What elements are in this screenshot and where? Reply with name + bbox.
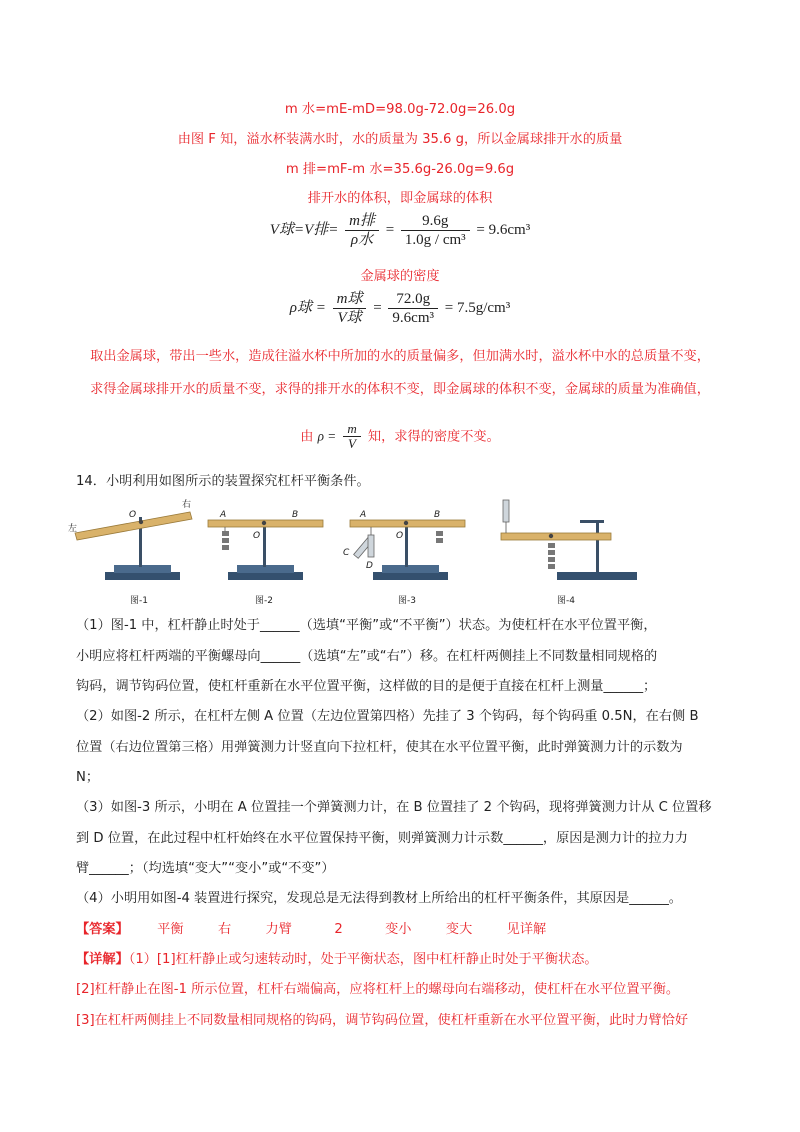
density-formula: ρ球 = $\frac{\text{m球}}{\text{V球}}$ = $\frac{72.0g}{\text{9.6cm³}}$ = 7.5g/cm³: [289, 291, 511, 326]
fig1-label-right: 右: [182, 500, 192, 510]
rho-symbol: ρ =: [317, 428, 337, 444]
fig2-label-b: B: [292, 510, 299, 520]
density-frac2-num: 72.0g: [388, 290, 438, 309]
volume-frac1-den: ρ水: [350, 232, 374, 248]
answer-item: 见详解: [506, 922, 547, 937]
volume-heading: 排开水的体积，即金属球的体积: [307, 191, 493, 206]
sub3-line1: （3）如图-3 所示，小明在 A 位置挂一个弹簧测力计，在 B 位置挂了 2 个钩码，现将弹簧测力计从 C 位置移: [76, 800, 712, 815]
density-frac1: [333, 290, 367, 327]
para1-line2: 求得金属球排开水的质量不变，求得的排开水的体积不变，即金属球的体积不变，金属球的质量为准确值，: [90, 382, 710, 397]
mpai-formula: m 排=mF-m 水=35.6g-26.0g=9.6g: [285, 162, 515, 177]
density-lhs: ρ球 =: [289, 299, 326, 316]
fig2-label-a: A: [220, 510, 227, 520]
explanation-line2: [2]杠杆静止在图-1 所示位置，杠杆右端偏高，应将杠杆上的螺母向右端移动，使杠杆在水平位置平衡。: [76, 982, 680, 997]
answer-line: [76, 921, 546, 939]
volume-frac1: [345, 212, 379, 249]
fig3-label-c: C: [343, 548, 350, 558]
fig1-label-o: O: [129, 510, 137, 520]
fig1-caption: 图-1: [130, 596, 148, 606]
answer-item: 变小: [385, 922, 412, 937]
fig3-label-b: B: [434, 510, 441, 520]
fig2-caption: 图-2: [255, 596, 273, 606]
mwater-formula: m 水=mE-mD=98.0g-72.0g=26.0g: [284, 102, 516, 117]
volume-frac2-den: 1.0g / cm³: [404, 232, 466, 248]
figure-3: [343, 510, 465, 606]
answer-item: 力臂: [265, 922, 292, 937]
sub1-line1: （1）图-1 中，杠杆静止时处于______（选填“平衡”或“不平衡”）状态。为使杠杆在水平位置平衡，: [76, 618, 657, 633]
sub3-line3: 臂______；（均选填“变大”“变小”或“不变”）: [76, 861, 335, 876]
sub1-line3: 钩码，调节钩码位置，使杠杆重新在水平位置平衡，这样做的目的是便于直接在杠杆上测量______；: [76, 679, 657, 694]
explanation-line1: [76, 951, 598, 969]
volume-formula: V球=V排= $\frac{\text{m排}}{\text{ρ水}}$ = $\frac{9.6g}{\text{1.0g / cm³}}$ = 9.6cm³: [269, 213, 531, 248]
density-heading: 金属球的密度: [360, 269, 440, 284]
para1-line3: [0, 422, 800, 451]
density-rhs: = 7.5g/cm³: [444, 299, 511, 316]
density-frac1-num: m球: [333, 290, 367, 309]
answer-item: 2: [334, 922, 343, 937]
answer-item: 变大: [445, 922, 473, 937]
figure-4: [501, 500, 637, 606]
rho-frac: [343, 422, 360, 451]
para1-line3-pre: 由: [300, 429, 314, 445]
volume-frac1-num: m排: [345, 212, 379, 231]
sub2-line1: （2）如图-2 所示，在杠杆左侧 A 位置（左边位置第四格）先挂了 3 个钩码，每个钩码重 0.5N，在右侧 B: [76, 709, 699, 724]
density-frac2: [388, 290, 438, 327]
explanation-line1-text: （1）[1]杠杆静止或匀速转动时，处于平衡状态，图中杠杆静止时处于平衡状态。: [128, 952, 598, 967]
volume-rhs: = 9.6cm³: [476, 221, 531, 238]
fig3-label-d: D: [366, 561, 373, 571]
rho-frac-den: V: [348, 436, 356, 451]
question-title: 14．小明利用如图所示的装置探究杠杆平衡条件。: [76, 474, 370, 489]
lever-figures: [60, 495, 660, 610]
volume-frac2-num: 9.6g: [401, 212, 470, 231]
fig3-label-a: A: [360, 510, 367, 520]
volume-lhs: V球=V排=: [269, 221, 339, 238]
figure-1: [68, 498, 192, 606]
sub3-line2: 到 D 位置，在此过程中杠杆始终在水平位置保持平衡，则弹簧测力计示数______，原因是测力计的拉力力: [76, 831, 688, 846]
rho-frac-num: m: [343, 422, 360, 437]
explanation-line3: [3]在杠杆两侧挂上不同数量相同规格的钩码，调节钩码位置，使杠杆重新在水平位置平衡，此时力臂恰好: [76, 1013, 689, 1028]
fig4-caption: 图-4: [557, 596, 575, 606]
volume-frac2: [401, 212, 470, 249]
fig3-label-o: O: [396, 531, 404, 541]
fig2-label-o: O: [253, 531, 261, 541]
figF-text: 由图 F 知，溢水杯装满水时，水的质量为 35.6 g，所以金属球排开水的质量: [177, 132, 623, 147]
answer-label: 【答案】: [76, 922, 129, 937]
fig3-caption: 图-3: [398, 596, 416, 606]
sub4-line1: （4）小明用如图-4 装置进行探究，发现总是无法得到教材上所给出的杠杆平衡条件，其原因是______。: [76, 891, 682, 906]
answer-item: 平衡: [157, 922, 184, 937]
density-frac2-den: 9.6cm³: [392, 310, 434, 326]
density-frac1-den: V球: [337, 310, 362, 326]
explanation-label: 【详解】: [76, 952, 129, 967]
answer-item: 右: [217, 922, 232, 937]
para1-line1: 取出金属球，带出一些水，造成往溢水杯中所加的水的质量偏多，但加满水时，溢水杯中水的总质量不变，: [90, 349, 710, 364]
sub2-line2: 位置（右边位置第三格）用弹簧测力计竖直向下拉杠杆，使其在水平位置平衡，此时弹簧测力计的示数为: [76, 740, 683, 755]
fig1-label-left: 左: [68, 524, 78, 534]
figure-2: [208, 510, 323, 606]
sub2-line3: N；: [76, 770, 100, 785]
sub1-line2: 小明应将杠杆两端的平衡螺母向______（选填“左”或“右”）移。在杠杆两侧挂上不同数量相同规格的: [76, 649, 658, 664]
para1-line3-post: 知，求得的密度不变。: [367, 429, 500, 445]
